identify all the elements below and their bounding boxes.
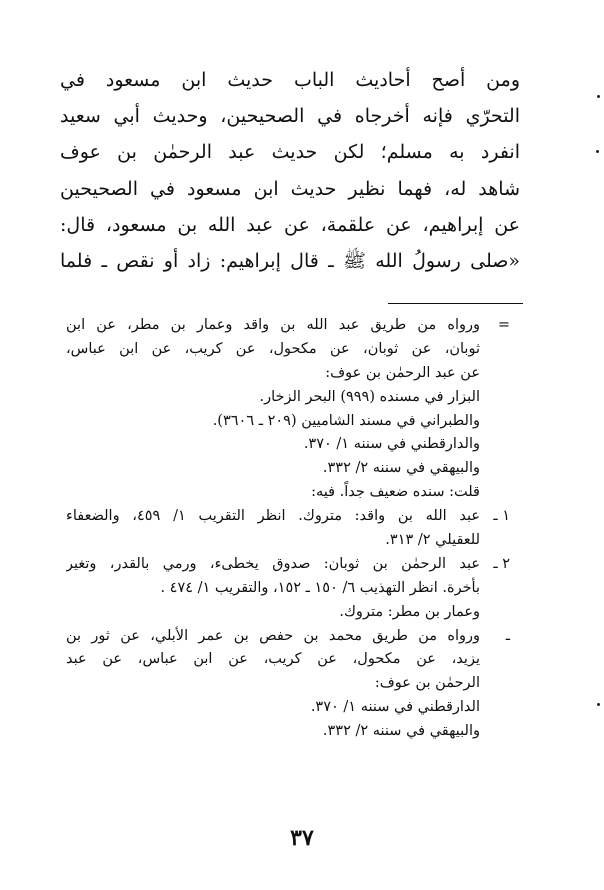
- footnote-item-1: [66, 505, 510, 553]
- scan-speck: [597, 703, 600, 706]
- footnote-line: الدارقطني في سننه ١/ ٣٧٠.: [310, 699, 480, 716]
- main-line-2: التحرّي فإنه أخرجاه في الصحيحين، وحديث أبي سعيد: [60, 105, 520, 128]
- footnote-line: قلت: سنده ضعيف جداً. فيه:: [311, 484, 480, 501]
- footnote-line: والدارقطني في سننه ١/ ٣٧٠.: [303, 436, 480, 453]
- footnote-line: يزيد، عن مكحول، عن كريب، عن ابن عباس، عن عبد: [66, 651, 480, 668]
- footnote-line: البزار في مسنده (٩٩٩) البحر الزخار.: [259, 388, 480, 405]
- main-text: [60, 62, 520, 279]
- footnote-block-1: [66, 314, 510, 505]
- footnote-line: للعقيلي ٢/ ٣١٣.: [385, 532, 480, 549]
- footnote-line: وعمار بن مطر: متروك.: [339, 603, 480, 620]
- footnote-line: والبيهقي في سننه ٢/ ٣٣٢.: [322, 460, 480, 477]
- continuation-marker: =: [497, 317, 510, 333]
- footnote-block-2: [66, 625, 510, 744]
- footnote-separator: [388, 303, 523, 304]
- footnote-item-2: [66, 553, 510, 625]
- item-number: ١ ـ: [493, 508, 510, 525]
- main-line-4: شاهد له، فهما نظير حديث ابن مسعود في الصحيحين: [60, 177, 520, 200]
- footnote-line: ثوبان، عن ثوبان، عن مكحول، عن كريب، عن ابن عباس،: [66, 340, 480, 357]
- footnote-line: والطبراني في مسند الشاميين (٢٠٩ ـ ٣٦٠٦).: [212, 412, 480, 429]
- footnote-line: عبد الرحمٰن بن ثوبان: صدوق يخطىء، ورمي بالقدر، وتغير: [66, 555, 480, 572]
- main-line-1: ومن أصح أحاديث الباب حديث ابن مسعود في: [60, 69, 520, 91]
- main-line-5: عن إبراهيم، عن علقمة، عن عبد الله بن مسعود، قال:: [60, 213, 520, 236]
- main-line-6: «صلى رسولُ الله ﷺ ـ قال إبراهيم: زاد أو نقص ـ فلما: [60, 249, 520, 272]
- footnote-line: ورواه من طريق عبد الله بن واقد وعمار بن مطر، عن ابن: [66, 317, 480, 333]
- main-line-3: انفرد به مسلم؛ لكن حديث عبد الرحمٰن بن عوف: [60, 141, 520, 164]
- footnote-line: بأخرة. انظر التهذيب ٦/ ١٥٠ ـ ١٥٢، والتقريب ١/ ٤٧٤ .: [160, 579, 480, 596]
- footnote-line: والبيهقي في سننه ٢/ ٣٣٢.: [322, 723, 480, 740]
- footnote-line: عبد الله بن واقد: متروك. انظر التقريب ١/ ٤٥٩، والضعفاء: [66, 508, 480, 525]
- scan-speck: [597, 95, 600, 98]
- page-number: ٣٧: [290, 825, 314, 851]
- footnotes: [66, 314, 510, 744]
- item-number: ٢ ـ: [493, 555, 510, 572]
- footnote-line: ورواه من طريق محمد بن حفص بن عمر الأبلي، عن ثور بن: [66, 627, 480, 644]
- bullet-marker: ـ: [505, 627, 510, 644]
- scan-speck: [596, 150, 599, 153]
- footnote-line: عن عبد الرحمٰن بن عوف:: [325, 364, 480, 381]
- footnote-line: الرحمٰن بن عوف:: [374, 675, 480, 692]
